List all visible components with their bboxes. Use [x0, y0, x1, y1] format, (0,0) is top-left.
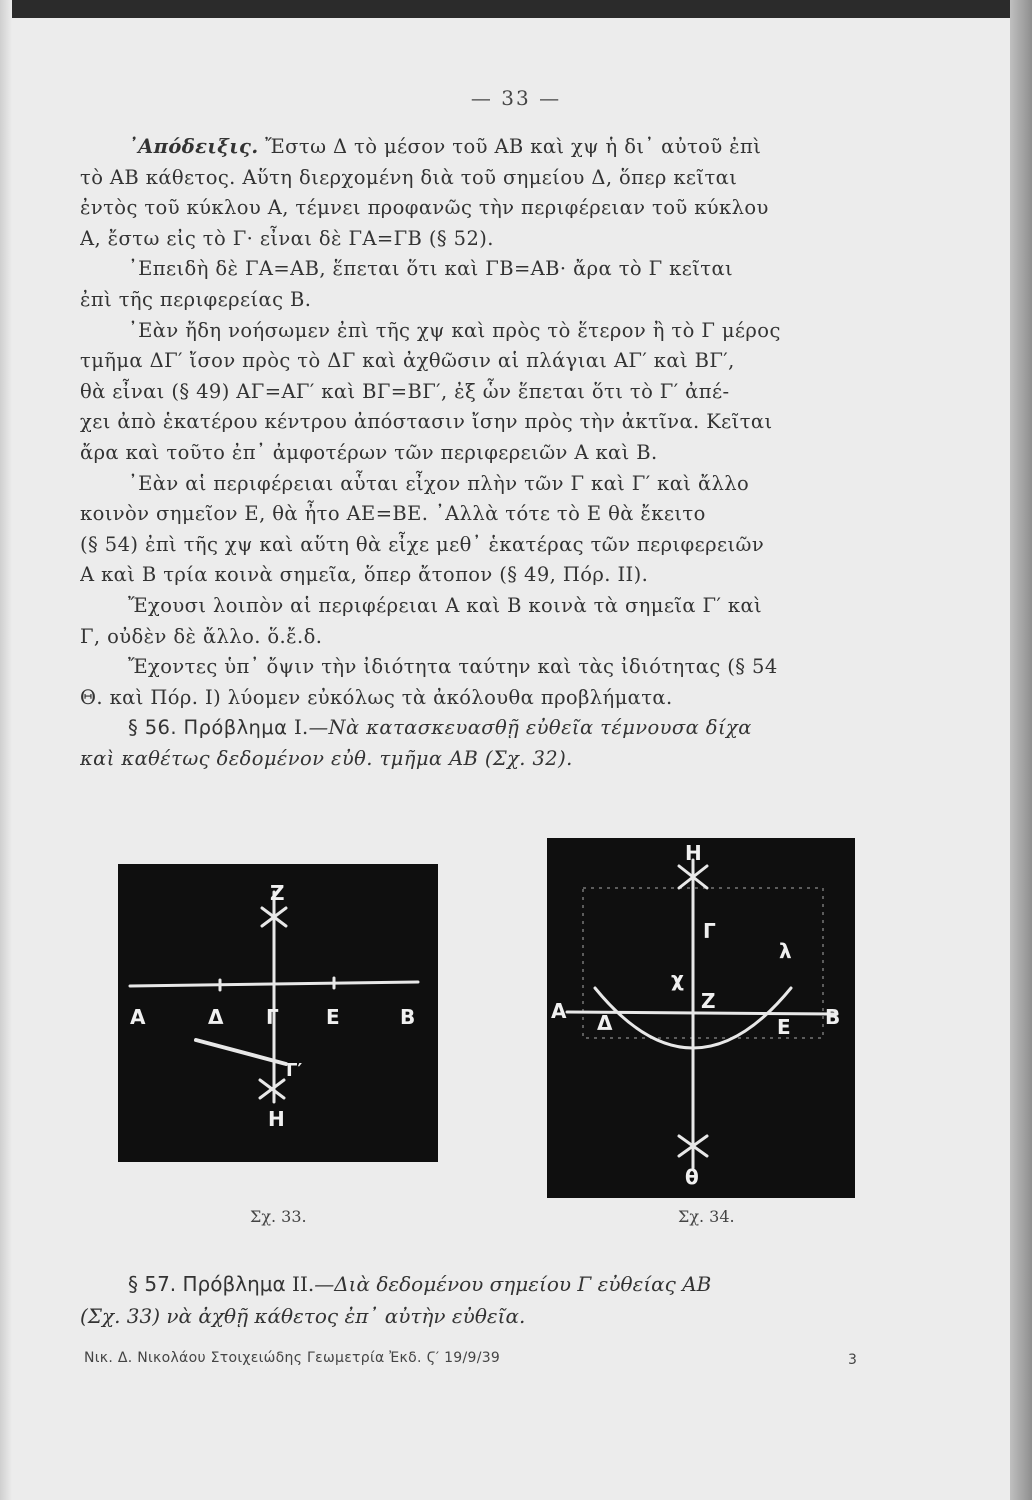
text-line: χει ἀπὸ ἑκατέρου κέντρου ἀπόστασιν ἴσην πρὸς τὴν ἀκτῖνα. Κεῖται — [80, 410, 773, 434]
figure-33-caption: Σχ. 33. — [250, 1207, 307, 1226]
text-line: θὰ εἶναι (§ 49) ΑΓ=ΑΓ′ καὶ ΒΓ=ΒΓ′, ἐξ ὧν ἕπεται ὅτι τὸ Γ′ ἀπέ- — [80, 379, 730, 403]
text-line: Ἔχουσι λοιπὸν αἱ περιφέρειαι Α καὶ Β κοινὰ τὰ σημεῖα Γ′ καὶ — [128, 593, 763, 617]
label-gamma: Γ — [266, 1005, 279, 1029]
label-chi: χ — [671, 967, 684, 991]
label-h: H — [685, 841, 702, 865]
figure-34-drawing — [547, 838, 855, 1198]
label-b: B — [400, 1005, 416, 1029]
proof-heading: ᾿Απόδειξις. — [128, 135, 259, 158]
text-line: κοινὸν σημεῖον Ε, θὰ ἦτο ΑΕ=ΒΕ. ᾿Αλλὰ τότε τὸ Ε θὰ ἔκειτο — [80, 502, 706, 526]
text-line: Α, ἔστω εἰς τὸ Γ· εἶναι δὲ ΓΑ=ΓΒ (§ 52). — [80, 226, 494, 250]
label-delta: Δ — [208, 1005, 224, 1029]
problem-57-text: (Σχ. 33) νὰ ἀχθῇ κάθετος ἐπ᾿ αὐτὴν εὐθεῖα. — [80, 1304, 526, 1328]
figure-34-caption: Σχ. 34. — [678, 1207, 735, 1226]
left-scan-shade — [0, 0, 12, 1500]
label-h: H — [268, 1107, 285, 1131]
label-z: Z — [270, 881, 285, 905]
label-gamma: Γ — [703, 919, 716, 943]
figure-33 — [118, 864, 438, 1162]
figure-34 — [547, 838, 855, 1198]
text-line: τὸ ΑΒ κάθετος. Αὕτη διερχομένη διὰ τοῦ σημείου Δ, ὅπερ κεῖται — [80, 165, 738, 189]
footer-sheet-number: 3 — [848, 1352, 857, 1368]
text-line: ἄρα καὶ τοῦτο ἐπ᾿ ἀμφοτέρων τῶν περιφερειῶν Α καὶ Β. — [80, 440, 658, 464]
text-line: ᾿Εὰν αἱ περιφέρειαι αὗται εἶχον πλὴν τῶν Γ καὶ Γ′ καὶ ἄλλο — [128, 471, 750, 495]
text-line: (§ 54) ἐπὶ τῆς χψ καὶ αὕτη θὰ εἶχε μεθ᾿ ἑκατέρας τῶν περιφερειῶν — [80, 532, 765, 556]
label-e: E — [777, 1015, 791, 1039]
text-line: ᾿Επειδὴ δὲ ΓΑ=ΑΒ, ἕπεται ὅτι καὶ ΓΒ=ΑΒ· ἄρα τὸ Γ κεῖται — [128, 257, 734, 281]
label-e: E — [326, 1005, 340, 1029]
text-line: Α καὶ Β τρία κοινὰ σημεῖα, ὅπερ ἄτοπον (§ 49, Πόρ. ΙΙ). — [80, 563, 649, 587]
problem-56-heading: § 56. Πρόβλημα Ι.—Νὰ κατασκευασθῇ εὐθεῖα τέμνουσα δίχα — [128, 716, 752, 740]
text-line: ᾿Εὰν ἤδη νοήσωμεν ἐπὶ τῆς χψ καὶ πρὸς τὸ ἕτερον ἢ τὸ Γ μέρος — [128, 318, 781, 342]
text-line: ἐντὸς τοῦ κύκλου Α, τέμνει προφανῶς τὴν περιφέρειαν τοῦ κύκλου — [80, 196, 769, 220]
text-line: Ἔχοντες ὑπ᾿ ὄψιν τὴν ἰδιότητα ταύτην καὶ τὰς ἰδιότητας (§ 54 — [128, 655, 778, 679]
footer-imprint: Νικ. Δ. Νικολάου Στοιχειώδης Γεωμετρία Ἐκδ. Ϛ′ 19/9/39 — [84, 1350, 501, 1366]
page-number: — 33 — — [470, 86, 562, 110]
label-delta: Δ — [597, 1011, 613, 1035]
label-a: A — [551, 999, 567, 1023]
label-theta: θ — [685, 1165, 699, 1189]
text-line: καὶ καθέτως δεδομένον εὐθ. τμῆμα ΑΒ (Σχ. 32). — [80, 746, 573, 770]
label-lambda: λ — [779, 939, 792, 963]
text-line: ἐπὶ τῆς περιφερείας Β. — [80, 287, 312, 311]
label-b: B — [825, 1005, 841, 1029]
problem-57 — [80, 1268, 900, 1332]
right-scan-border — [1010, 0, 1032, 1500]
label-gamma-prime: Γ′ — [286, 1060, 303, 1081]
figure-33-drawing — [118, 864, 438, 1162]
text-line: Γ, οὐδὲν δὲ ἄλλο. ὅ.ἔ.δ. — [80, 624, 323, 648]
proof-text — [80, 132, 895, 774]
problem-57-heading: § 57. Πρόβλημα ΙΙ.—Διὰ δεδομένου σημείου Γ εὐθείας ΑΒ — [128, 1272, 712, 1296]
label-a: A — [130, 1005, 146, 1029]
label-z: Z — [701, 989, 716, 1013]
text-line: τμῆμα ΔΓ′ ἴσον πρὸς τὸ ΔΓ καὶ ἀχθῶσιν αἱ πλάγιαι ΑΓ′ καὶ ΒΓ′, — [80, 349, 735, 373]
top-scan-border — [0, 0, 1032, 18]
text-line: Θ. καὶ Πόρ. Ι) λύομεν εὐκόλως τὰ ἀκόλουθα προβλήματα. — [80, 685, 673, 709]
text-line: ᾿Απόδειξις. Ἔστω Δ τὸ μέσον τοῦ ΑΒ καὶ χψ ἡ δι᾿ αὐτοῦ ἐπὶ — [128, 135, 762, 158]
